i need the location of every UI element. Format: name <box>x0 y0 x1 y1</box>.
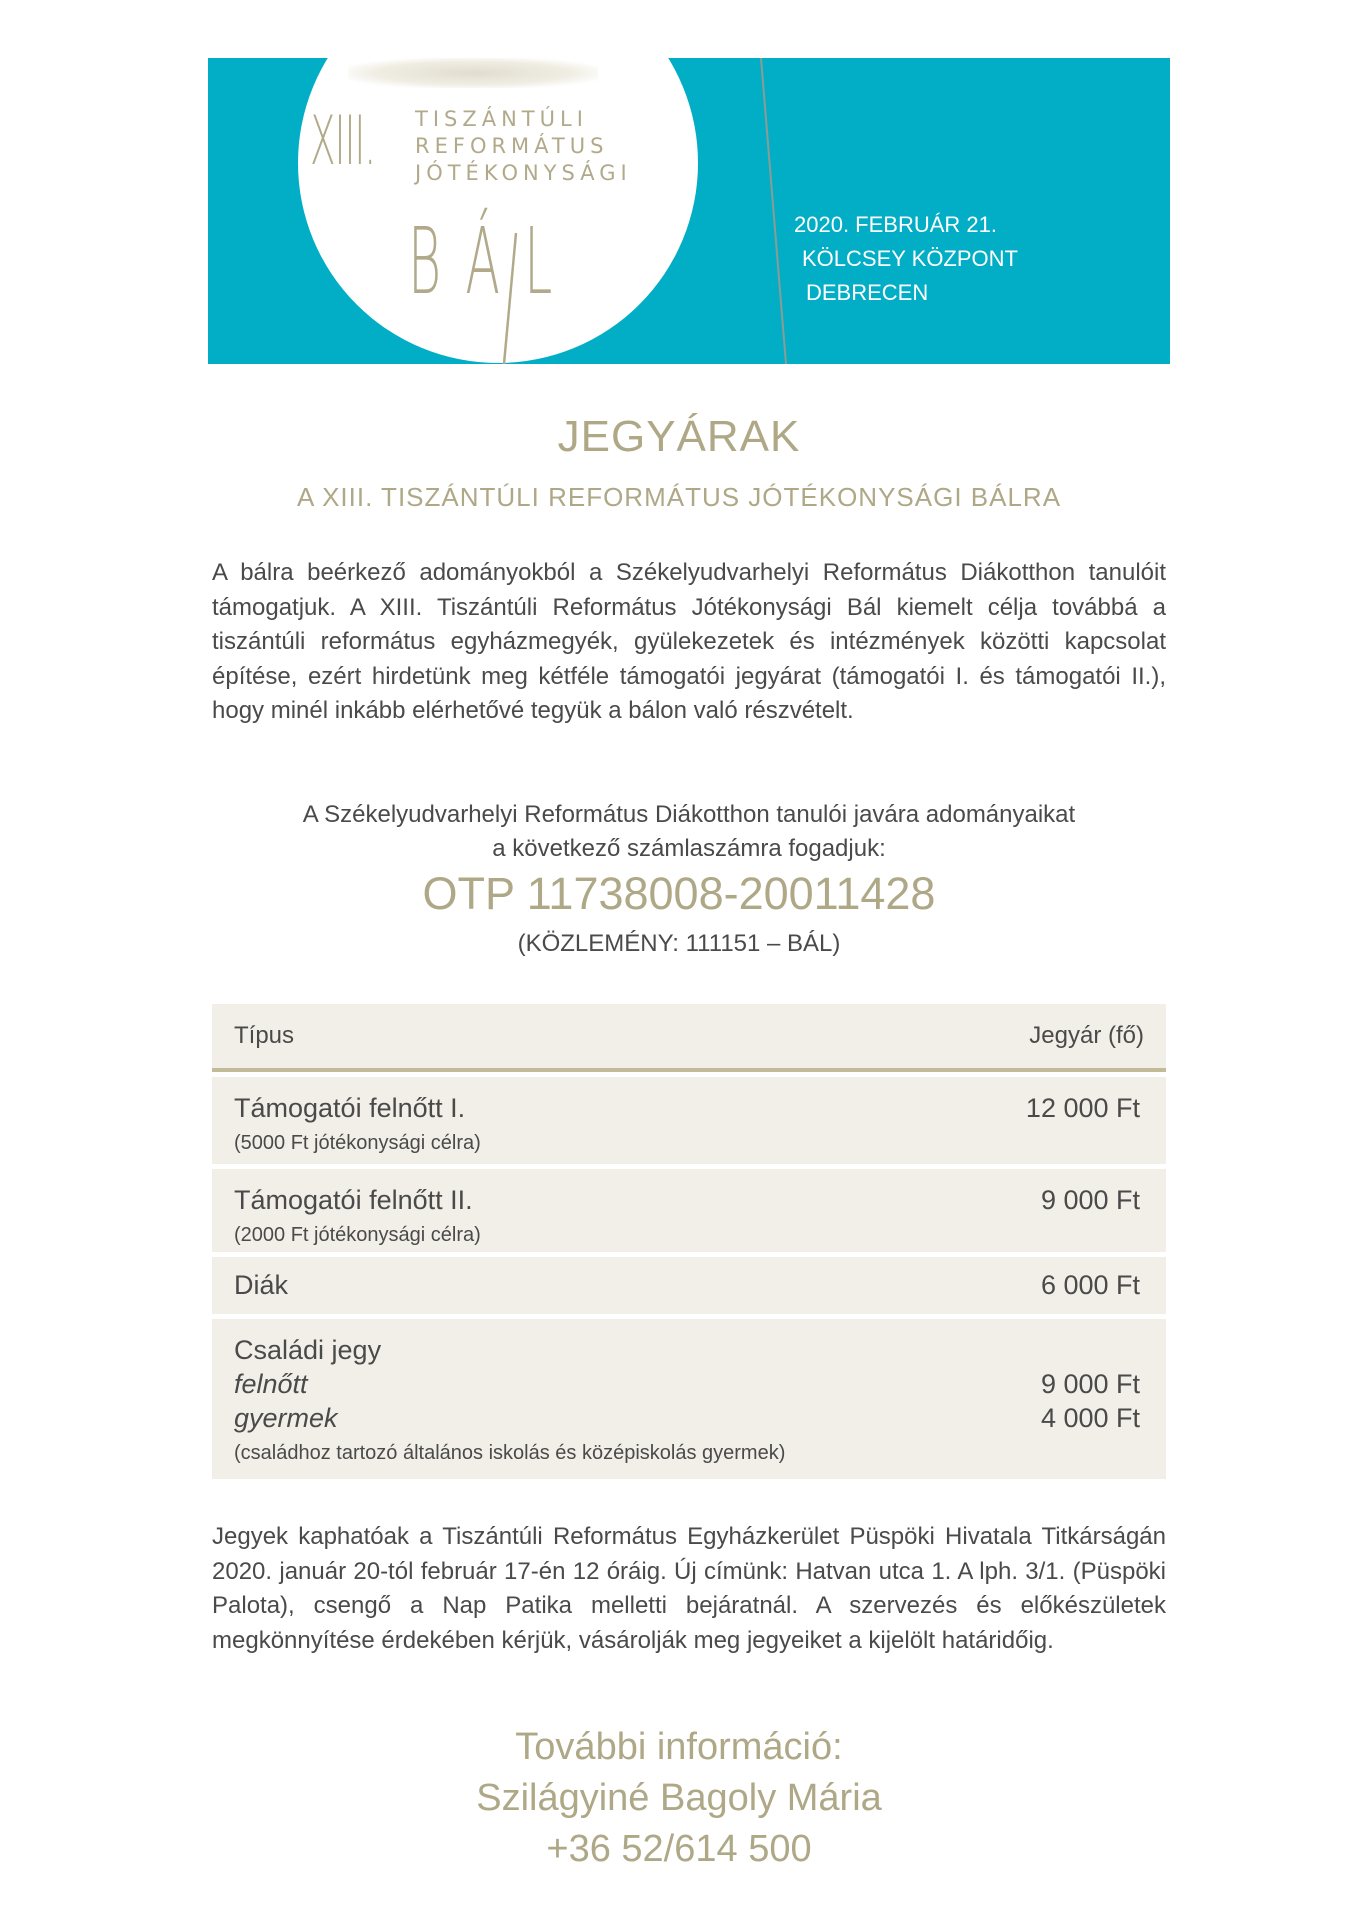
ticket-type: Családi jegy <box>234 1335 382 1365</box>
column-header-type: Típus <box>234 1022 295 1049</box>
event-date: 2020. FEBRUÁR 21. <box>794 212 997 237</box>
ticket-sales-paragraph: Jegyek kaphatóak a Tiszántúli Református Egyházkerület Püspöki Hivatala Titkárságán 2020. január 20-tól február 17-én 12 óráig. Új címünk: Hatvan utca 1. A lph. 3/1. (Püspöki Palota), csengő a Nap Patika melletti bejáratnál. A szervezés és előkészületek megkönnyítése érdekében kérjük, vásárolják meg jegyeiket a kijelölt határidőig. <box>212 1523 1166 1654</box>
contact-name: Szilágyiné Bagoly Mária <box>476 1777 882 1819</box>
logo-roman-numeral: XIII. <box>310 102 376 181</box>
ticket-note: (2000 Ft jótékonysági célra) <box>234 1224 481 1246</box>
family-adult-price: 9 000 Ft <box>1040 1369 1140 1399</box>
contact-label: További információ: <box>515 1726 843 1768</box>
page-title: JEGYÁRAK <box>557 412 801 461</box>
ticket-type: Támogatói felnőtt II. <box>234 1185 473 1215</box>
ticket-note: (5000 Ft jótékonysági célra) <box>234 1132 481 1154</box>
contact-phone: +36 52/614 500 <box>546 1828 812 1870</box>
logo-text <box>415 106 632 187</box>
ticket-price: 12 000 Ft <box>1025 1093 1140 1123</box>
event-banner <box>208 58 1170 364</box>
table-header <box>212 1004 1166 1072</box>
logo-line: JÓTÉKONYSÁGI <box>415 161 632 185</box>
logo-line: REFORMÁTUS <box>415 134 609 158</box>
intro-paragraph: A bálra beérkező adományokból a Székelyudvarhelyi Református Diákotthon tanulóit támogatjuk. A XIII. Tiszántúli Református Jótékonysági Bál kiemelt célja továbbá a tiszántúli református egyházmegyék, gyülekezetek és intézmények közötti kapcsolat építése, ezért hirdetünk meg kétféle támogatói jegyárat (támogatói I. és támogatói II.), hogy minél inkább elérhetővé tegyük a bálon való részvételt. <box>212 559 1166 724</box>
ticket-type: Támogatói felnőtt I. <box>234 1093 466 1123</box>
donation-text <box>212 798 1166 866</box>
donation-line: A Székelyudvarhelyi Református Diákotthon tanulói javára adományaikat <box>302 801 1076 828</box>
table-row <box>212 1077 1166 1164</box>
family-adult-label: felnőtt <box>234 1369 308 1399</box>
transfer-memo: (KÖZLEMÉNY: 111151 – BÁL) <box>517 930 841 957</box>
logo-word: BÁL <box>408 208 577 315</box>
ticket-price: 6 000 Ft <box>1040 1270 1140 1300</box>
ticket-price: 9 000 Ft <box>1040 1185 1140 1215</box>
ticket-type: Diák <box>234 1270 289 1300</box>
bank-account-number: OTP 11738008-20011428 <box>422 868 936 919</box>
table-row <box>212 1257 1166 1314</box>
donation-line: a következő számlaszámra fogadjuk: <box>492 835 886 862</box>
logo-line: TISZÁNTÚLI <box>415 107 588 131</box>
event-venue: KÖLCSEY KÖZPONT <box>802 246 1018 271</box>
event-info <box>794 208 1018 310</box>
event-city: DEBRECEN <box>806 280 929 305</box>
contact-info <box>0 1722 1358 1875</box>
family-child-price: 4 000 Ft <box>1040 1403 1140 1433</box>
ticket-note: (családhoz tartozó általános iskolás és középiskolás gyermek) <box>234 1442 786 1464</box>
table-row <box>212 1169 1166 1252</box>
page-subtitle: A XIII. TISZÁNTÚLI REFORMÁTUS JÓTÉKONYSÁGI BÁLRA <box>296 482 1062 512</box>
ticket-price-table <box>212 1004 1166 1479</box>
table-row-family <box>212 1319 1166 1479</box>
family-child-label: gyermek <box>234 1403 338 1433</box>
column-header-price: Jegyár (fő) <box>1029 1022 1144 1049</box>
